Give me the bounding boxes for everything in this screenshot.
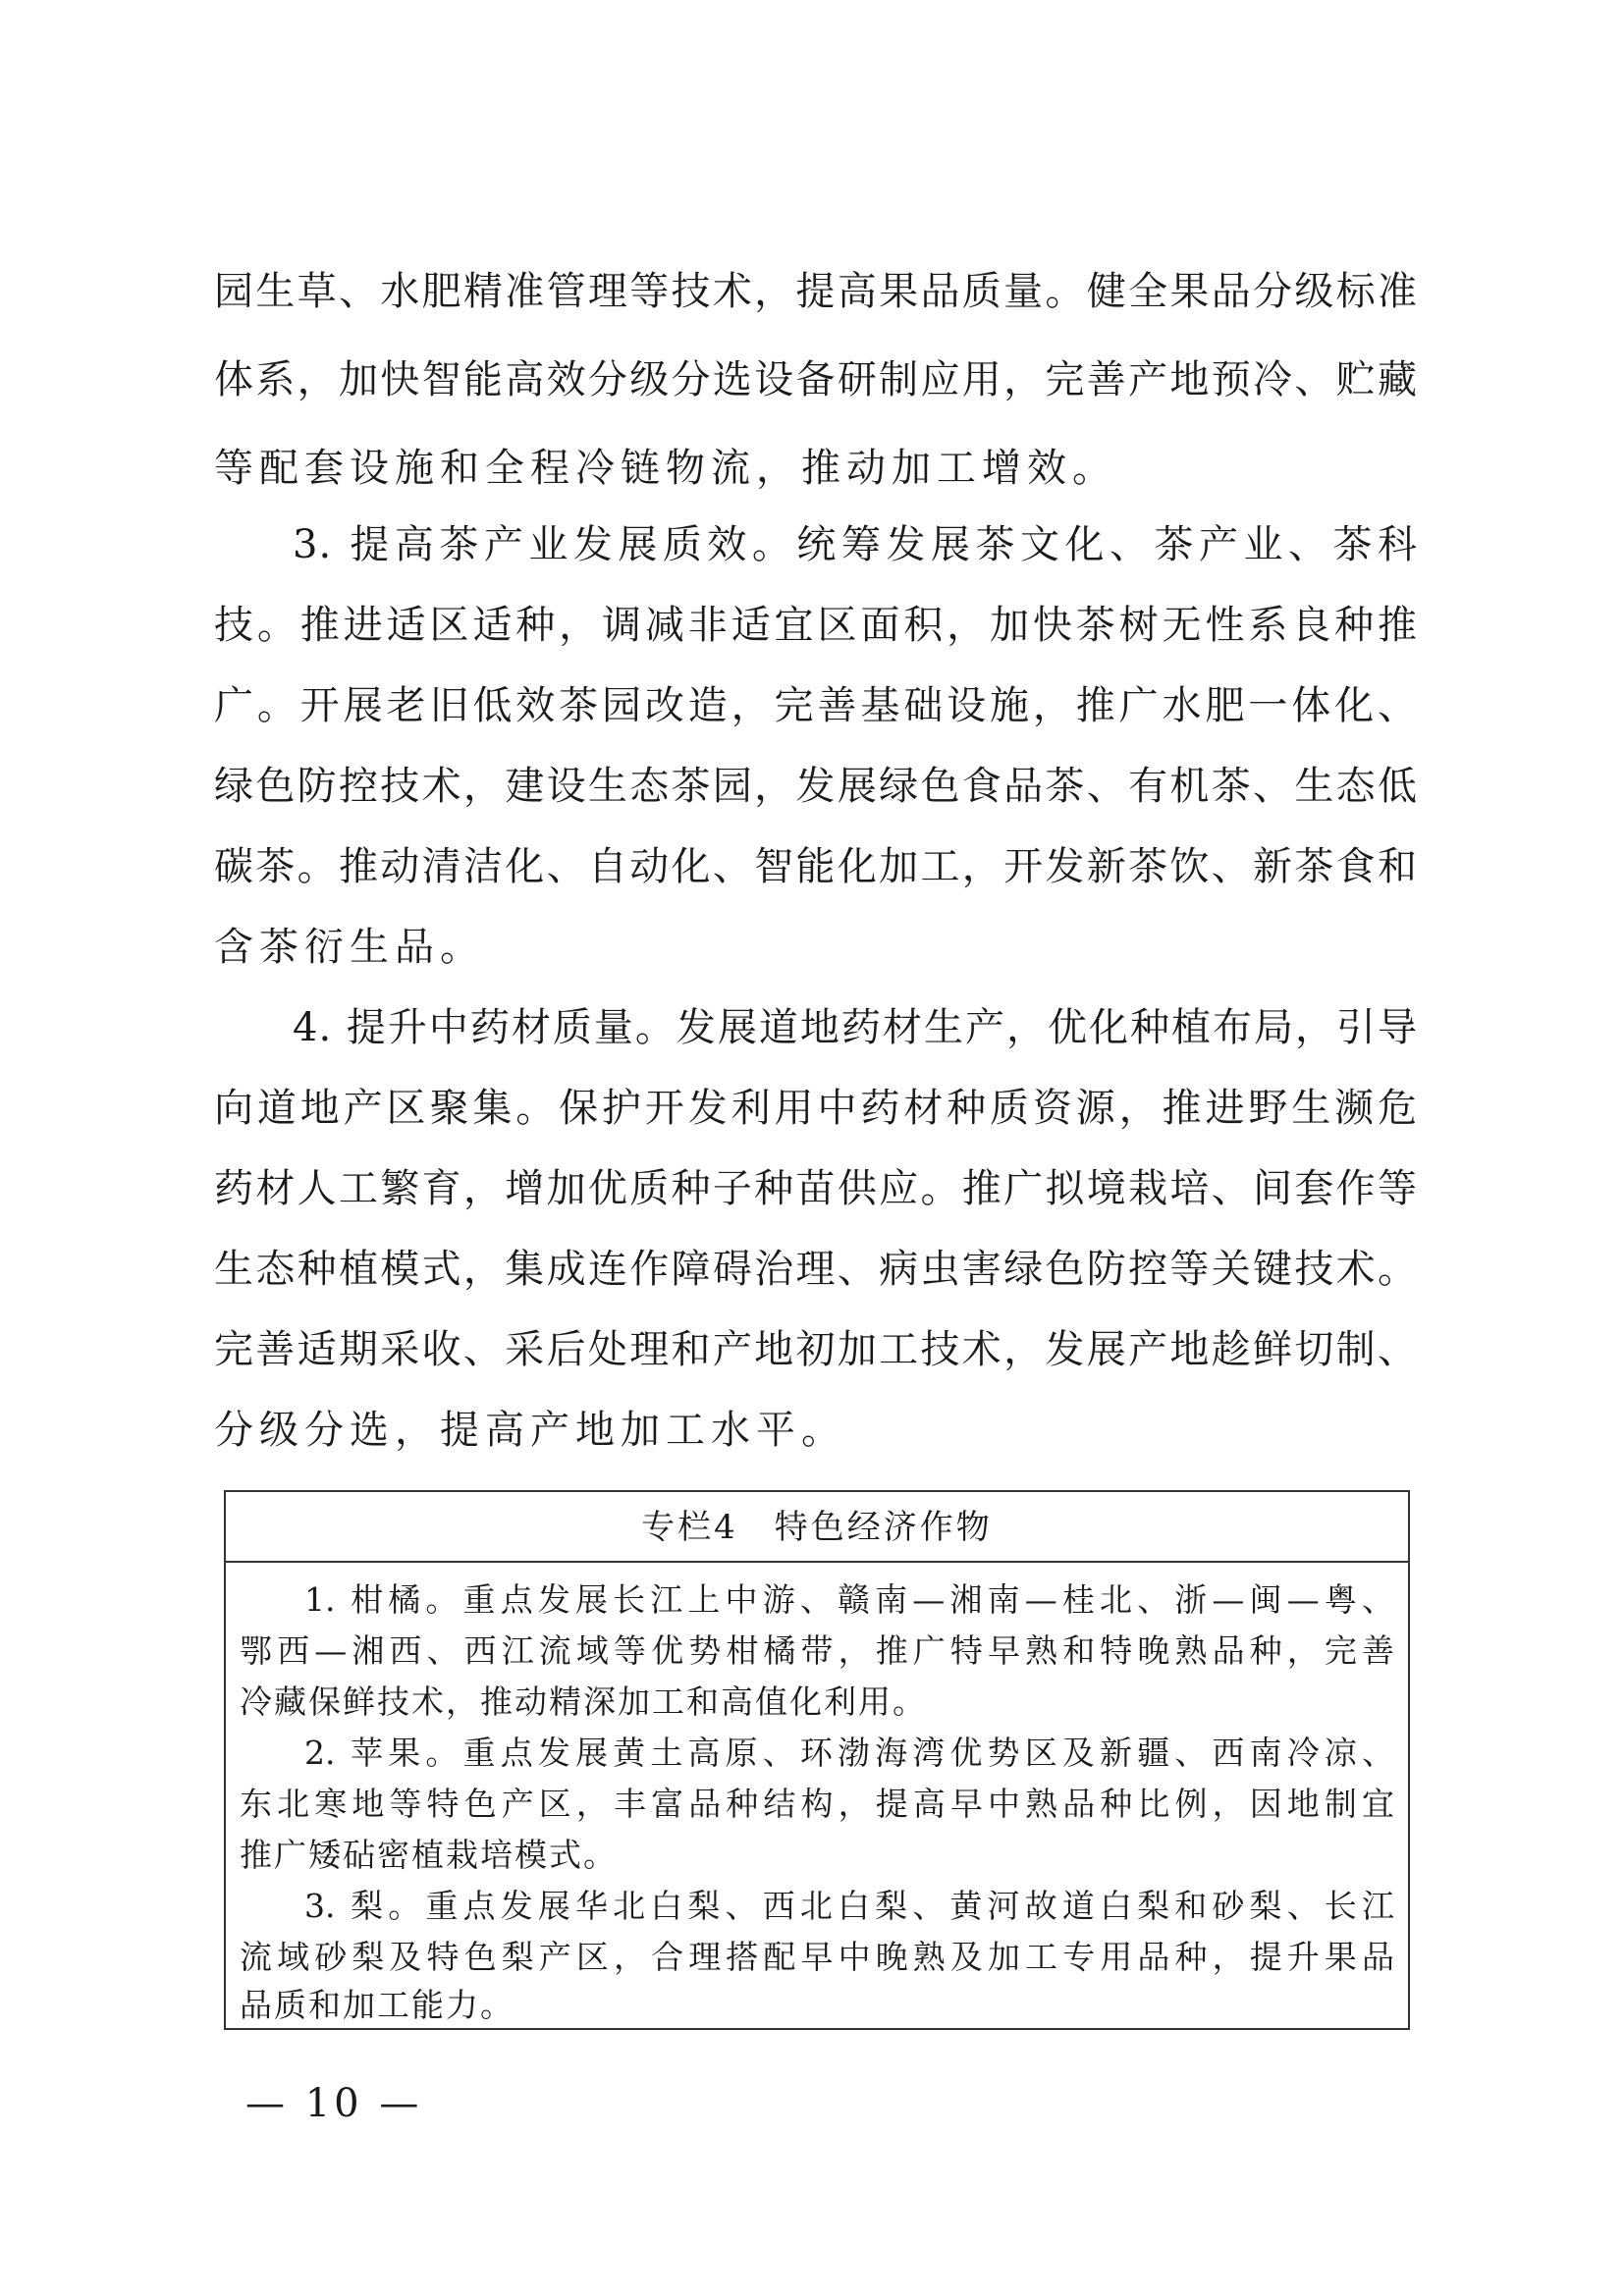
box-text-line: 冷藏保鲜技术，推动精深加工和高值化利用。 — [240, 1682, 927, 1721]
body-text-line: 含茶衍生品。 — [214, 925, 485, 970]
body-text-line: 完善适期采收、采后处理和产地初加工技术，发展产地趁鲜切制、 — [214, 1327, 1418, 1372]
box-text-line: 东北寒地等特色产区，丰富品种结构，提高早中熟品种比例，因地制宜 — [240, 1785, 1394, 1823]
body-text-line: 分级分选，提高产地加工水平。 — [214, 1408, 846, 1453]
page-number: — 10 — — [245, 2081, 423, 2126]
box-text-line: 流域砂梨及特色梨产区，合理搭配早中晚熟及加工专用品种，提升果品 — [240, 1938, 1394, 1976]
box-text-line: 品质和加工能力。 — [240, 1986, 514, 2024]
box-text-line: 3. 梨。重点发展华北白梨、西北白梨、黄河故道白梨和砂梨、长江 — [304, 1887, 1394, 1925]
body-text-line: 生态种植模式，集成连作障碍治理、病虫害绿色防控等关键技术。 — [214, 1247, 1418, 1292]
body-text-line: 园生草、水肥精准管理等技术，提高果品质量。健全果品分级标准 — [214, 269, 1418, 314]
body-text-line: 绿色防控技术，建设生态茶园，发展绿色食品茶、有机茶、生态低 — [214, 764, 1418, 809]
box-text-line: 推广矮砧密植栽培模式。 — [240, 1836, 618, 1874]
body-text-line: 体系，加快智能高效分级分选设备研制应用，完善产地预冷、贮藏 — [214, 357, 1418, 402]
box-text-line: 鄂西—湘西、西江流域等优势柑橘带，推广特早熟和特晚熟品种，完善 — [240, 1631, 1394, 1670]
body-text-line: 技。推进适区适种，调减非适宜区面积，加快茶树无性系良种推 — [214, 603, 1418, 648]
feature-box — [224, 1490, 1410, 2030]
body-text-line: 碳茶。推动清洁化、自动化、智能化加工，开发新茶饮、新茶食和 — [214, 844, 1418, 889]
body-text-line: 等配套设施和全程冷链物流，推动加工增效。 — [214, 446, 1117, 491]
body-text-line: 向道地产区聚集。保护开发利用中药材种质资源，推进野生濒危 — [214, 1086, 1418, 1131]
body-text-line: 4. 提升中药材质量。发展道地药材生产，优化种植布局，引导 — [293, 1005, 1418, 1050]
body-text-line: 3. 提高茶产业发展质效。统筹发展茶文化、茶产业、茶科 — [293, 522, 1418, 567]
body-text-line: 药材人工繁育，增加优质种子种苗供应。推广拟境栽培、间套作等 — [214, 1166, 1418, 1211]
box-text-line: 2. 苹果。重点发展黄土高原、环渤海湾优势区及新疆、西南冷凉、 — [304, 1734, 1394, 1772]
box-text-line: 1. 柑橘。重点发展长江上中游、赣南—湘南—桂北、浙—闽—粤、 — [304, 1580, 1394, 1619]
feature-box-title: 专栏4 特色经济作物 — [226, 1492, 1408, 1563]
body-text-line: 广。开展老旧低效茶园改造，完善基础设施，推广水肥一体化、 — [214, 683, 1418, 728]
